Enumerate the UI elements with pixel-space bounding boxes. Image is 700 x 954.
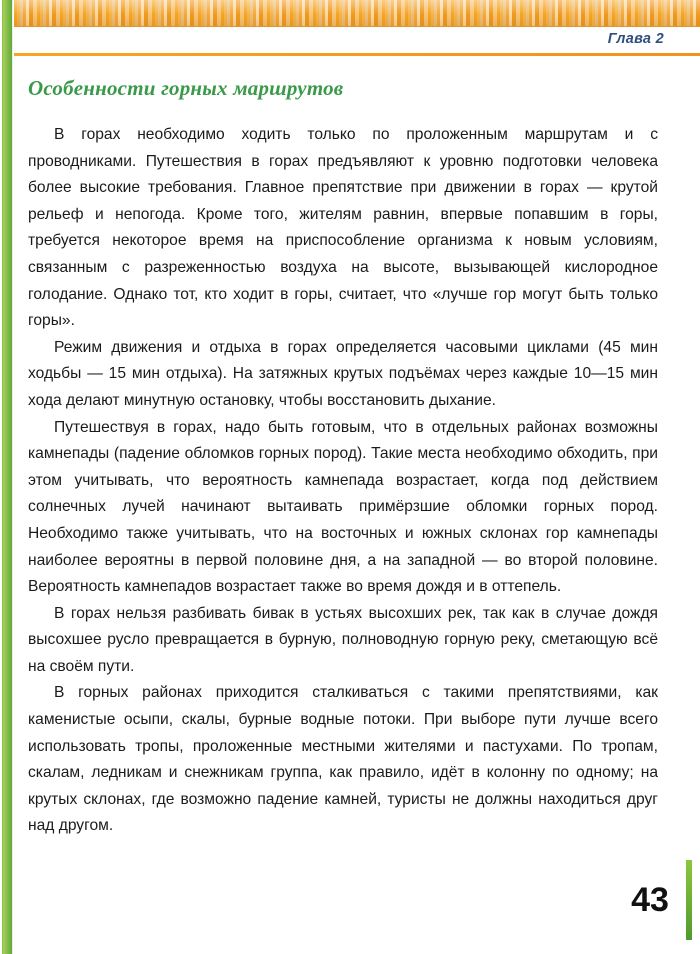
page-bottom-edge	[14, 950, 700, 954]
page-left-edge-green-strip	[3, 0, 12, 954]
page-top-decorative-band	[14, 0, 700, 27]
chapter-header-rule	[14, 53, 700, 56]
paragraph: В горах нельзя разбивать бивак в устьях высохших рек, так как в случае дождя высохшее русло превращается в бурную, полноводную горную реку, сметающую всё на своём пути.	[28, 604, 658, 675]
chapter-header-row	[14, 26, 700, 56]
body-text	[28, 122, 658, 840]
section-heading: Особенности горных маршрутов	[28, 76, 344, 100]
paragraph: В горах необходимо ходить только по проложенным маршрутам и с проводниками. Путешествия в горах предъявляют к уровню подготовки человека более высокие требования. Главное препятствие при движении в горах — крутой рельеф и непогода. Кроме того, жителям равнин, впервые попавшим в горы, требуется некоторое время на приспособление организма к новым условиям, связанным с разреженностью воздуха на высоте, вызывающей кислородное голодание. Однако тот, кто ходит в горы, считает, что «лучше гор могут быть только горы».	[28, 126, 658, 330]
page-number-accent-rule	[686, 860, 692, 940]
paragraph: Путешествуя в горах, надо быть готовым, что в отдельных районах возможны камнепады (падение обломков горных пород). Такие места необходимо обходить, при этом учитывать, что вероятность камнепада возрастает, когда под действием солнечных лучей начинают вытаивать примёрзшие обломки горных пород. Необходимо также учитывать, что на восточных и южных склонах гор камнепады наиболее вероятны в первой половине дня, а на западной — во второй половине. Вероятность камнепадов возрастает также во время дождя и в оттепель.	[28, 418, 658, 596]
page-left-edge-decoration	[0, 0, 16, 954]
page-number: 43	[631, 881, 669, 919]
paragraph: В горных районах приходится сталкиваться с такими препятствиями, как каменистые осыпи, скалы, бурные водные потоки. При выборе пути лучше всего использовать тропы, проложенные местными жителями и пастухами. По тропам, скалам, ледникам и снежникам группа, как правило, идёт в колонну по одному; на крутых склонах, где возможно падение камней, туристы не должны находиться друг над другом.	[28, 684, 658, 835]
top-band-shading	[14, 0, 700, 26]
page-number-container	[618, 868, 682, 932]
paragraph: Режим движения и отдыха в горах определяется часовыми циклами (45 мин ходьбы — 15 мин отдыха). На затяжных крутых подъёмах через каждые 10—15 мин хода делают минутную остановку, чтобы восстановить дыхание.	[28, 338, 658, 409]
chapter-label: Глава 2	[607, 31, 664, 47]
